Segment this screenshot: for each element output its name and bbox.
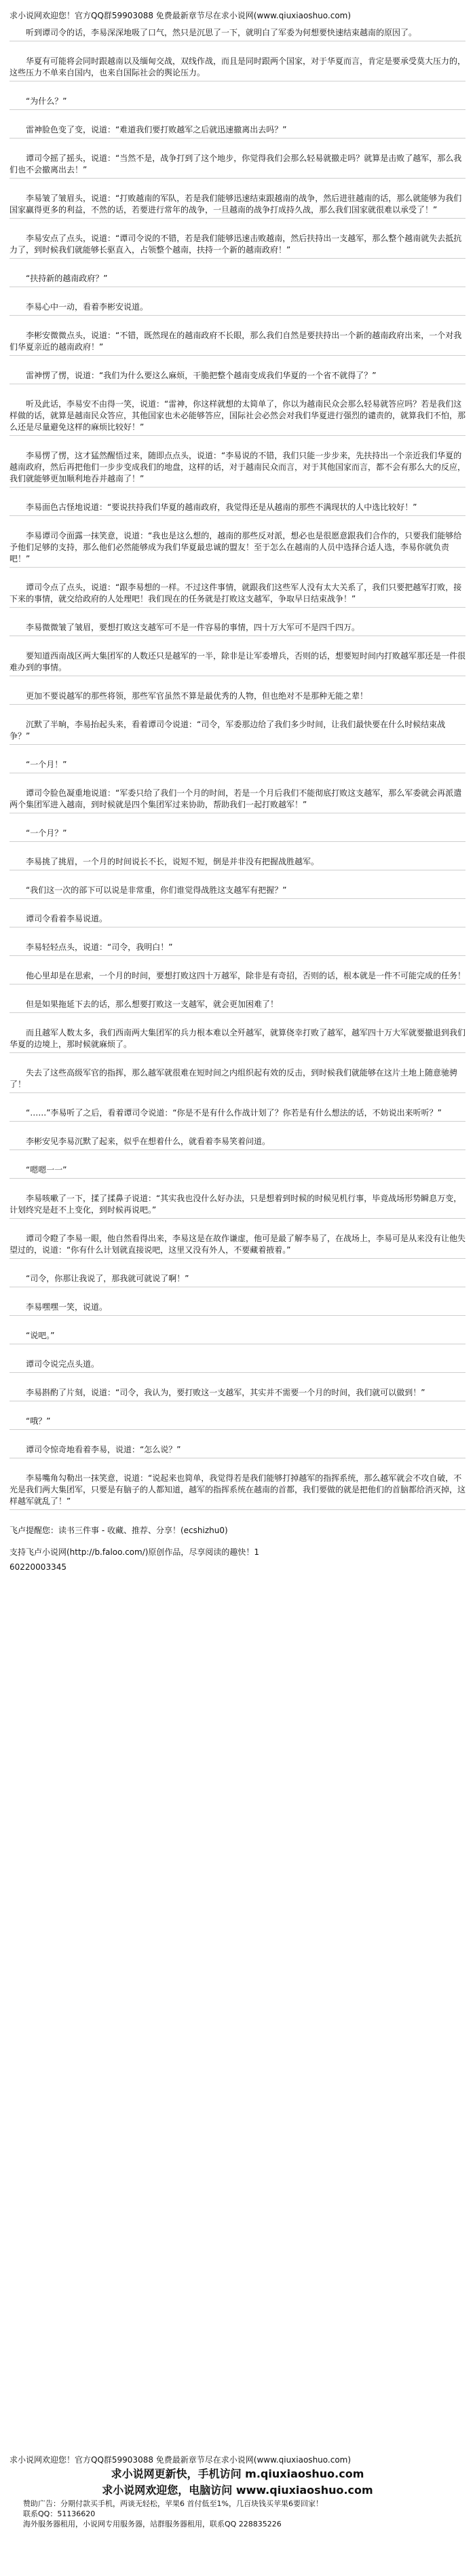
paragraph: “一个月？” <box>10 828 466 842</box>
paragraph: 李易面色古怪地说道：“要说扶持我们华夏的越南政府，我觉得还是从越南的那些不满现状的人中选比较好！” <box>10 502 466 516</box>
paragraph: 李易斟酌了片刻，说道：“司令，我认为，要打败这一支越军，其实并不需要一个月的时间，我们就可以做到！” <box>10 1387 466 1401</box>
paragraph: “我们这一次的部下可以说是非常重，你们谁觉得战胜这支越军有把握？” <box>10 885 466 899</box>
chapter-code: 60220003345 <box>10 1562 66 1572</box>
paragraph: 失去了这些高级军官的指挥，那么越军就很难在短时间之内组织起有效的反击，到时候我们就能够在这片土地上随意驰骋了！ <box>10 1067 466 1093</box>
chapter-footer-note: 飞卢提醒您：读书三件事 - 收藏、推荐、分享！(ecshizhu0) <box>10 1526 228 1535</box>
paragraph: 李易皱了皱眉头，说道：“打败越南的军队，若是我们能够迅速结束跟越南的战争，然后进驻越南的话，那么就能够为我们国家赢得更多的利益，不然的话，若要进行常年的战争，一旦越南的战争打成持久战，那么我们国家就很难以承受了！” <box>10 193 466 219</box>
paragraph: 谭司令说完点头道。 <box>10 1359 466 1373</box>
paragraph: 李易嘴角勾勒出一抹笑意，说道：“说起来也简单，我觉得若是我们能够打掉越军的指挥系统，那么越军就会不攻自破，不光是我们两大集团军，只要是有脑子的人都知道，越军的指挥系统在越南的首都，我们要做的就是把他们的首脑都给消灭掉，这样越军就乱了！” <box>10 1473 466 1510</box>
paragraph: 沉默了半晌，李易抬起头来，看着谭司令说道：“司令，军委那边给了我们多少时间，让我们最快要在什么时候结束战争？” <box>10 719 466 745</box>
paragraph: 更加不要说越军的那些将领，那些军官虽然不算是最优秀的人物，但也绝对不是那种无能之辈！ <box>10 691 466 705</box>
footer-ad: 赞助广告：分期付款买手机，两谈无轻松，苹果6 首付低至1%，几百块钱买苹果6要回家！ <box>23 2499 323 2508</box>
paragraph: “一个月！” <box>10 759 466 773</box>
top-notice: 求小说网欢迎您！官方QQ群59903088 免费最新章节尽在求小说网(www.qiuxiaoshuo.com) <box>10 11 352 20</box>
paragraph: 谭司令惊奇地看着李易，说道：“怎么说？” <box>10 1444 466 1458</box>
paragraph: 谭司令脸色凝重地说道：“军委只给了我们一个月的时间，若是一个月后我们不能彻底打败这支越军，那么军委就会再派遣两个集团军进入越南，到时候就是四个集团军过来协助，帮助我们一起打败越军！” <box>10 788 466 813</box>
paragraph: 李彬安见李易沉默了起来，似乎在想着什么，就看着李易笑着问道。 <box>10 1136 466 1150</box>
support-link-line[interactable]: 支持飞卢小说网(http://b.faloo.com/)原创作品，尽享阅读的趣快！1 <box>10 1547 260 1557</box>
footer-notice: 求小说网欢迎您！官方QQ群59903088 免费最新章节尽在求小说网(www.qiuxiaoshuo.com) <box>10 2455 352 2465</box>
paragraph: “哦？” <box>10 1416 466 1430</box>
footer-qq: 联系QQ：51136620 <box>23 2509 96 2518</box>
paragraph: 李易咳嗽了一下，揉了揉鼻子说道：“其实我也没什么好办法，只是想着到时候的时候见机行事，毕竟战场形势瞬息万变，计划终究是赶不上变化，到时候再说吧。” <box>10 1193 466 1219</box>
paragraph: “扶持新的越南政府？” <box>10 273 466 287</box>
paragraph: 李易嘿嘿一笑，说道。 <box>10 1302 466 1316</box>
paragraph: 李易心中一动，看着李彬安说道。 <box>10 301 466 316</box>
paragraph: 李易微微皱了皱眉，要想打败这支越军可不是一件容易的事情，四十万大军可不是四千四万。 <box>10 622 466 636</box>
paragraph: 华夏有可能将会同时跟越南以及缅甸交战，双线作战，而且是同时跟两个国家，对于华夏而言，肯定是要承受莫大压力的，这些压力不单来自国内，也来自国际社会的舆论压力。 <box>10 56 466 81</box>
footer-mobile-slogan[interactable]: 求小说网更新快，手机访问 m.qiuxiaoshuo.com <box>111 2467 364 2480</box>
paragraph: “为什么？” <box>10 96 466 110</box>
paragraph: 李易挑了挑眉，一个月的时间说长不长，说短不短，倒是并非没有把握战胜越军。 <box>10 856 466 870</box>
paragraph: “嗯嗯一一” <box>10 1164 466 1179</box>
paragraph: 听到谭司令的话，李易深深地吸了口气，然只是沉思了一下，就明白了军委为何想要快速结束越南的原因了。 <box>10 27 466 41</box>
paragraph: 谭司令摇了摇头，说道：“当然不是，战争打到了这个地步，你觉得我们会那么轻易就撤走吗？就算是击败了越军，那么我们也不会撤离出去！” <box>10 153 466 179</box>
paragraph: “说吧。” <box>10 1330 466 1344</box>
paragraph: 李易愣了愣，这才猛然醒悟过来，随即点点头，说道：“李易说的不错，我们只能一步步来，先扶持出一个亲近我们华夏的越南政府，然后再把他们一步步变成我们的地盘，这样的话，对于越南民众而言，对于其他国家而言，都不会有那么大的反应，我们就能够更加顺利地吞并越南了！” <box>10 450 466 487</box>
paragraph: 听及此话，李易安不由得一笑，说道：“雷神，你这样就想的太简单了，你以为越南民众会那么轻易就答应吗？若是我们这样做的话，就算是越南民众答应，其他国家也未必能够答应，国际社会必然会对我们华夏进行强烈的谴责的，就算我们不怕，那么还是尽量避免这样的麻烦比较好！” <box>10 399 466 436</box>
paragraph: 谭司令看着李易说道。 <box>10 913 466 927</box>
paragraph: 李易安点了点头，说道：“谭司令说的不错，若是我们能够迅速击败越南，然后扶持出一支越军，那么整个越南就失去抵抗力了，到时候我们就能够长驱直入，占领整个越南，扶持一个新的越南政府！” <box>10 233 466 259</box>
paragraph: 李彬安微微点头，说道：“不错，既然现在的越南政府不长眼，那么我们自然是要扶持出一个新的越南政府出来，一个对我们华夏亲近的越南政府！” <box>10 330 466 356</box>
paragraph: 但是如果拖延下去的话，那么想要打败这一支越军，就会更加困难了！ <box>10 999 466 1013</box>
paragraph: 李易谭司令面露一抹笑意，说道：“我也是这么想的，越南的那些反对派，想必也是很愿意跟我们合作的，只要我们能够给予他们足够的支持，那么他们必然能够成为我们华夏最忠诚的盟友！至于怎么在越南的人员中选择合适人选，李易你就负责吧！” <box>10 530 466 568</box>
site-footer <box>0 2454 475 2529</box>
paragraph: 雷神愣了愣，说道：“我们为什么要这么麻烦，干脆把整个越南变成我们华夏的一个省不就得了？” <box>10 370 466 384</box>
paragraph: “……”李易听了之后，看着谭司令说道：“你是不是有什么作战计划了？你若是有什么想法的话，不妨说出来听听？” <box>10 1107 466 1122</box>
paragraph: 要知道西南战区两大集团军的人数还只是越军的一半，除非是让军委增兵，否则的话，想要短时间内打败越军那还是一件很难办到的事情。 <box>10 650 466 676</box>
paragraph: 谭司令瞪了李易一眼，他自然看得出来，李易这是在故作谦虚，他可是最了解李易了，在战场上，李易可是从来没有让他失望过的，说道：“你有什么计划就直接说吧，这里又没有外人，不要藏着掖着。” <box>10 1233 466 1259</box>
paragraph: 谭司令点了点头，说道：“跟李易想的一样。不过这件事情，就跟我们这些军人没有太大关系了，我们只要把越军打败，接下来的事情，就交给政府的人处理吧！我们现在的任务就是打败这支越军，争取早日结束战争！” <box>10 582 466 608</box>
chapter-body <box>10 27 466 1510</box>
footer-desktop-slogan[interactable]: 求小说网欢迎您，电脑访问 www.qiuxiaoshuo.com <box>102 2484 373 2497</box>
paragraph: “司令，你那让我说了，那我就可就说了啊！” <box>10 1273 466 1287</box>
paragraph: 雷神脸色变了变，说道：“难道我们要打败越军之后就迅速撤离出去吗？” <box>10 124 466 139</box>
paragraph: 他心里却是在思索，一个月的时间，要想打败这四十万越军，除非是有奇招，否则的话，根本就是一件不可能完成的任务！ <box>10 970 466 985</box>
paragraph: 李易轻轻点头，说道：“司令，我明白！” <box>10 942 466 956</box>
paragraph: 而且越军人数太多，我们西南两大集团军的兵力根本难以全歼越军，就算侥幸打败了越军，越军四十万大军就要撤退到我们华夏的边境上，那时候就麻烦了。 <box>10 1027 466 1053</box>
footer-server-ad: 海外服务器租用，小说网专用服务器，站群服务器租用，联系QQ 228835226 <box>23 2520 282 2528</box>
